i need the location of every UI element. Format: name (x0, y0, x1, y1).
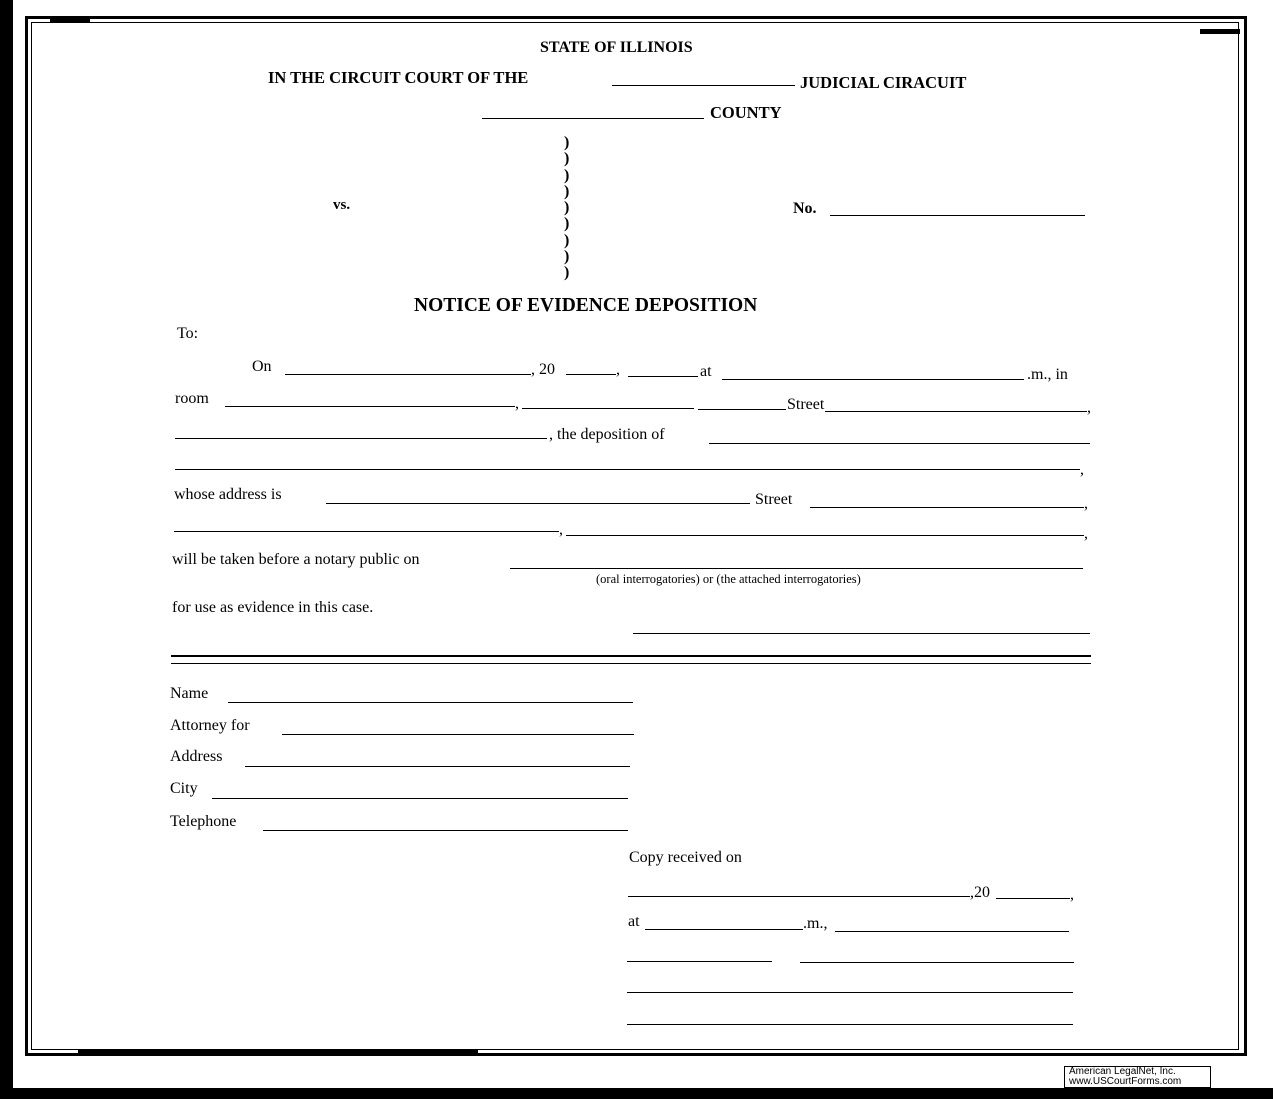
comma: , (1084, 525, 1088, 542)
street-name-field[interactable] (825, 411, 1087, 412)
time-suffix: .m., in (1027, 366, 1068, 383)
border-artifact (50, 16, 90, 22)
name-field[interactable] (228, 702, 633, 703)
to-label: To: (177, 325, 199, 342)
paren: ) (564, 150, 570, 168)
street-label: Street (787, 396, 825, 413)
paren: ) (564, 182, 570, 200)
receipt-year-field[interactable] (996, 898, 1070, 899)
comma: , (1087, 399, 1091, 416)
county-name-field[interactable] (482, 118, 704, 119)
paren: ) (564, 199, 570, 217)
street-label: Street (755, 491, 793, 508)
border-artifact (78, 1049, 478, 1054)
name-label: Name (170, 685, 209, 702)
copy-received-label: Copy received on (629, 849, 742, 866)
court-prefix: IN THE CIRCUIT COURT OF THE (268, 68, 529, 87)
attorney-for-field[interactable] (282, 734, 634, 735)
paren: ) (564, 264, 570, 282)
deponent-field[interactable] (709, 443, 1090, 444)
address-field[interactable] (245, 766, 630, 767)
attorney-city-field[interactable] (212, 798, 628, 799)
comma: , (559, 521, 563, 538)
publisher-watermark (1064, 1066, 1211, 1088)
comma: , (616, 361, 620, 378)
time-field[interactable] (628, 376, 698, 377)
border-artifact (1200, 29, 1240, 34)
section-divider (171, 655, 1091, 657)
notary-label: will be taken before a notary public on (172, 551, 420, 568)
publisher-url: www.USCourtForms.com (1069, 1076, 1182, 1087)
deponent-state-field[interactable] (566, 535, 1084, 536)
city-field[interactable] (175, 438, 547, 439)
year-prefix: , 20 (531, 361, 555, 378)
deponent-street-field[interactable] (810, 507, 1084, 508)
receipt-signature-field[interactable] (835, 931, 1069, 932)
at-label: at (700, 363, 712, 380)
scan-edge-bottom (0, 1088, 1273, 1099)
section-divider (171, 663, 1091, 664)
receipt-time-suffix: .m., (803, 915, 828, 932)
paren: ) (564, 134, 570, 151)
location-field[interactable] (722, 379, 1024, 380)
room-label: room (175, 390, 209, 407)
deponent-city-field[interactable] (174, 531, 559, 532)
address-label: Address (170, 748, 223, 765)
receipt-year-prefix: ,20 (970, 884, 990, 901)
paren: ) (564, 166, 570, 184)
receipt-line[interactable] (627, 1024, 1073, 1025)
deponent-continued-field[interactable] (175, 469, 1080, 470)
evidence-statement: for use as evidence in this case. (172, 599, 374, 616)
paren: ) (564, 248, 570, 266)
receipt-date-field[interactable] (628, 896, 970, 897)
comma: , (1080, 461, 1084, 478)
telephone-field[interactable] (263, 830, 628, 831)
interrogatories-hint: (oral interrogatories) or (the attached interrogatories) (596, 572, 861, 586)
county-label: COUNTY (710, 103, 782, 122)
date-field[interactable] (285, 374, 531, 375)
vs-label: vs. (333, 197, 351, 213)
street-number-field[interactable] (698, 409, 786, 410)
document-title: NOTICE OF EVIDENCE DEPOSITION (414, 295, 758, 316)
telephone-label: Telephone (170, 813, 237, 830)
city-label: City (170, 780, 198, 797)
court-suffix: JUDICIAL CIRACUIT (800, 73, 967, 92)
scan-edge-left (0, 0, 13, 1099)
building-field[interactable] (522, 408, 694, 409)
receipt-time-field[interactable] (645, 929, 803, 930)
receipt-at-label: at (628, 913, 640, 930)
signature-line[interactable] (633, 633, 1090, 634)
publisher-name: American LegalNet, Inc. (1069, 1066, 1176, 1077)
case-number-label: No. (793, 200, 817, 217)
caption-divider (564, 135, 569, 282)
paren: ) (564, 231, 570, 249)
year-field[interactable] (566, 374, 616, 375)
paren: ) (564, 215, 570, 233)
room-field[interactable] (225, 406, 515, 407)
deposition-of-label: , the deposition of (549, 426, 665, 443)
on-label: On (252, 358, 272, 375)
receipt-line[interactable] (627, 992, 1073, 993)
interrogatories-field[interactable] (510, 568, 1083, 569)
whose-address-label: whose address is (174, 486, 282, 503)
case-number-field[interactable] (830, 215, 1085, 216)
state-heading: STATE OF ILLINOIS (540, 39, 693, 56)
receipt-line[interactable] (800, 962, 1074, 963)
comma: , (1084, 495, 1088, 512)
attorney-for-label: Attorney for (170, 717, 250, 734)
circuit-number-field[interactable] (612, 85, 795, 86)
deponent-address-field[interactable] (326, 503, 750, 504)
comma: , (1070, 886, 1074, 903)
comma: , (515, 395, 519, 412)
receipt-line[interactable] (627, 961, 772, 962)
